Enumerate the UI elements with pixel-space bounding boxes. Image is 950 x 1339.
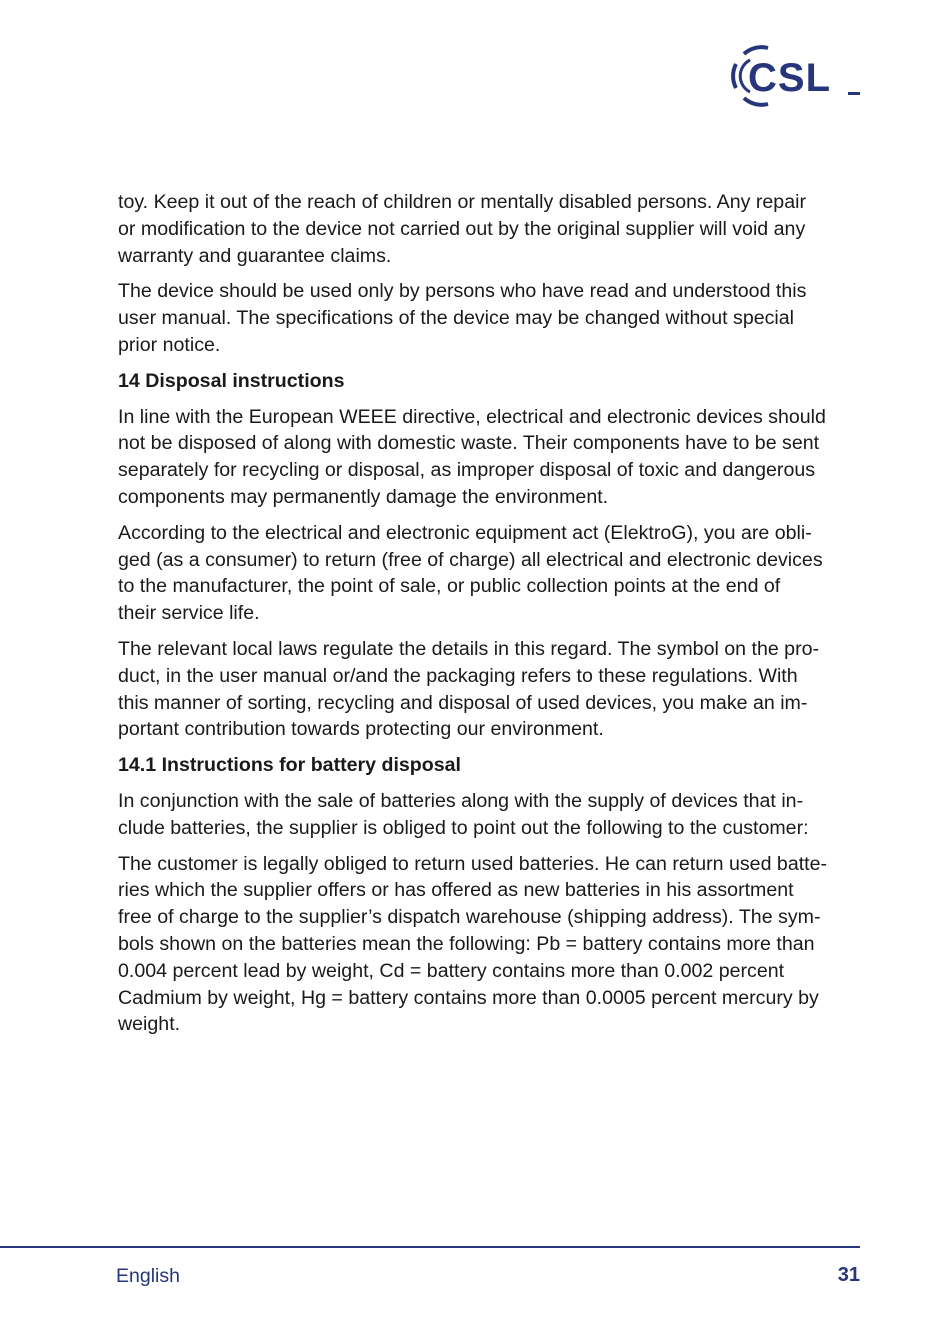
logo-ring-arc-left [733,64,736,88]
section-heading-disposal: 14 Disposal instructions [118,369,345,392]
section-heading-battery-disposal: 14.1 Instructions for battery disposal [118,754,461,777]
paragraph-user-manual-note: The device should be used only by persons who have read and understood this user manual. The specifications of the device may be changed without special prior notice. [118,280,807,356]
footer-language: English [116,1265,180,1287]
paragraph-battery-supplier: In conjunction with the sale of batteries along with the supply of devices that in- clude batteries, the supplier is obliged to point out the following to the customer: [118,789,809,839]
logo-ring-arc-top [744,47,768,54]
footer-divider [0,1246,860,1248]
logo-underline [848,92,860,95]
main-content [118,189,863,1047]
logo-text: CSL [748,56,831,100]
csl-logo [728,42,864,110]
page-number: 31 [837,1264,860,1286]
paragraph-battery-symbols: The customer is legally obliged to return used batteries. He can return used batte- ries which the supplier offers or has offered as new batteries in his assortment free of charge to the supplier’s dispatch warehouse (shipping address). The sym- bols shown on the batteries mean the following: Pb = battery contains more than 0.004 percent lead by weight, Cd = battery contains more than 0.002 percent Cadmium by weight, Hg = battery contains more than 0.0005 percent mercury by weight. [118,852,828,1036]
paragraph-elektrog: According to the electrical and electronic equipment act (ElektroG), you are obli- ged (as a consumer) to return (free of charge) all electrical and electronic devices to the manufacturer, the point of sale, or public collection points at the end of their service life. [118,521,823,625]
paragraph-weee: In line with the European WEEE directive, electrical and electronic devices should not be disposed of along with domestic waste. Their components have to be sent separately for recycling or disposal, as improper disposal of toxic and dangerous components may permanently damage the environment. [118,405,826,508]
paragraph-safety-continued: toy. Keep it out of the reach of children or mentally disabled persons. Any repair or modification to the device not carried out by the original supplier will void any warranty and guarantee claims. [118,191,806,267]
paragraph-local-laws: The relevant local laws regulate the details in this regard. The symbol on the pro- duct, in the user manual or/and the packaging refers to these regulations. With this manner of sorting, recycling and disposal of used devices, you make an im- portant contribution towards protecting our environment. [118,637,820,741]
